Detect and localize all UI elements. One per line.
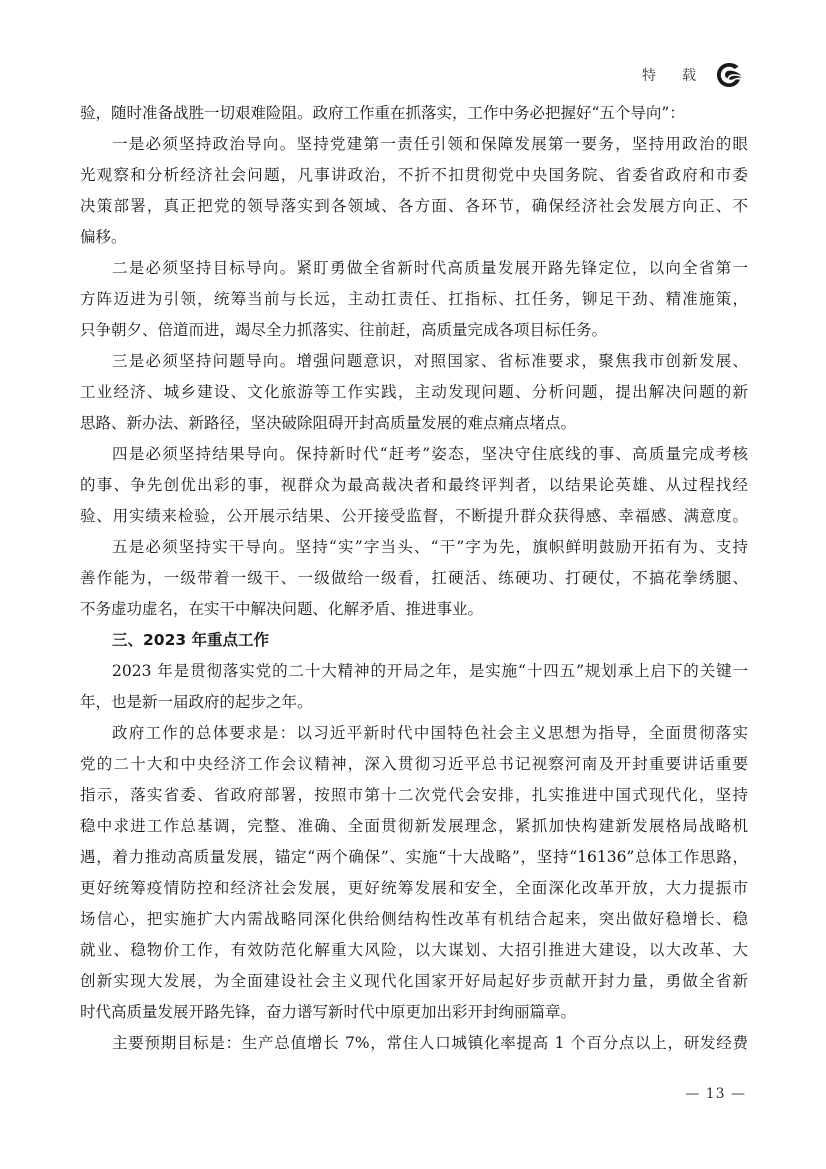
text-line: 党的二十大和中央经济工作会议精神，深入贯彻习近平总书记视察河南及开封重要讲话重要: [80, 755, 748, 773]
text-line: 验，随时准备战胜一切艰难险阻。政府工作重在抓落实，工作中务必把握好“五个导向”：: [80, 104, 685, 122]
text-line: 不务虚功虚名，在实干中解决问题、化解矛盾、推进事业。: [80, 600, 484, 618]
text-line: 更好统筹疫情防控和经济社会发展，更好统筹发展和安全，全面深化改革开放，大力提振市: [80, 879, 748, 897]
text-line: 的事、争先创优出彩的事，视群众为最高裁决者和最终评判者，以结果论英雄、从过程找经: [80, 476, 748, 494]
text-line: 2023 年是贯彻落实党的二十大精神的开局之年，是实施“十四五”规划承上启下的关键一: [112, 662, 748, 680]
text-line: 就业、稳物价工作，有效防范化解重大风险，以大谋划、大招引推进大建设，以大改革、大: [80, 941, 748, 959]
running-header: [642, 60, 744, 90]
text-line: 偏移。: [80, 228, 127, 246]
page-number: — 13 —: [685, 1086, 746, 1102]
text-line: 四是必须坚持结果导向。保持新时代“赶考”姿态，坚决守住底线的事、高质量完成考核: [112, 445, 748, 463]
text-line: 遇，着力推动高质量发展，锚定“两个确保”、实施“十大战略”，坚持“16136”总体工作思路，: [80, 848, 748, 866]
text-line: 光观察和分析经济社会问题，凡事讲政治，不折不扣贯彻党中央国务院、省委省政府和市委: [80, 166, 748, 184]
text-line: 创新实现大发展，为全面建设社会主义现代化国家开好局起好步贡献开封力量，勇做全省新: [80, 972, 748, 990]
text-line: 年，也是新一届政府的起步之年。: [80, 693, 313, 711]
text-line: 决策部署，真正把党的领导落实到各领域、各方面、各环节，确保经济社会发展方向正、不: [80, 197, 748, 215]
text-line: 一是必须坚持政治导向。坚持党建第一责任引领和保障发展第一要务，坚持用政治的眼: [112, 135, 748, 153]
text-line: 思路、新办法、新路径，坚决破除阻碍开封高质量发展的难点痛点堵点。: [80, 414, 577, 432]
text-line: 三是必须坚持问题导向。增强问题意识，对照国家、省标准要求，聚焦我市创新发展、: [112, 352, 748, 370]
journal-logo-icon: [714, 60, 744, 90]
text-line: 稳中求进工作总基调，完整、准确、全面贯彻新发展理念，紧抓加快构建新发展格局战略机: [80, 817, 748, 835]
article-body: [80, 98, 748, 1059]
text-line: 二是必须坚持目标导向。紧盯勇做全省新时代高质量发展开路先锋定位，以向全省第一: [112, 259, 748, 277]
text-line: 时代高质量发展开路先锋，奋力谱写新时代中原更加出彩开封绚丽篇章。: [80, 1003, 577, 1021]
text-line: 善作能为，一级带着一级干、一级做给一级看，扛硬活、练硬功、打硬仗，不搞花拳绣腿、: [80, 569, 748, 587]
section-label: 特 载: [642, 68, 702, 84]
text-line: 指示，落实省委、省政府部署，按照市第十二次党代会安排，扎实推进中国式现代化，坚持: [80, 786, 748, 804]
text-line: 验、用实绩来检验，公开展示结果、公开接受监督，不断提升群众获得感、幸福感、满意度。: [80, 507, 748, 525]
text-line: 方阵迈进为引领，统筹当前与长远，主动扛责任、扛指标、扛任务，铆足干劲、精准施策，: [80, 290, 748, 308]
text-line: 五是必须坚持实干导向。坚持“实”字当头、“干”字为先，旗帜鲜明鼓励开拓有为、支持: [112, 538, 748, 556]
text-line: 场信心，把实施扩大内需战略同深化供给侧结构性改革有机结合起来，突出做好稳增长、稳: [80, 910, 748, 928]
text-line: 主要预期目标是：生产总值增长 7%，常住人口城镇化率提高 1 个百分点以上，研发经费: [112, 1034, 748, 1052]
section-heading: 三、2023 年重点工作: [112, 631, 270, 649]
text-line: 只争朝夕、倍道而进，竭尽全力抓落实、往前赶，高质量完成各项目标任务。: [80, 321, 608, 339]
text-line: 政府工作的总体要求是：以习近平新时代中国特色社会主义思想为指导，全面贯彻落实: [112, 724, 748, 742]
text-line: 工业经济、城乡建设、文化旅游等工作实践，主动发现问题、分析问题，提出解决问题的新: [80, 383, 748, 401]
